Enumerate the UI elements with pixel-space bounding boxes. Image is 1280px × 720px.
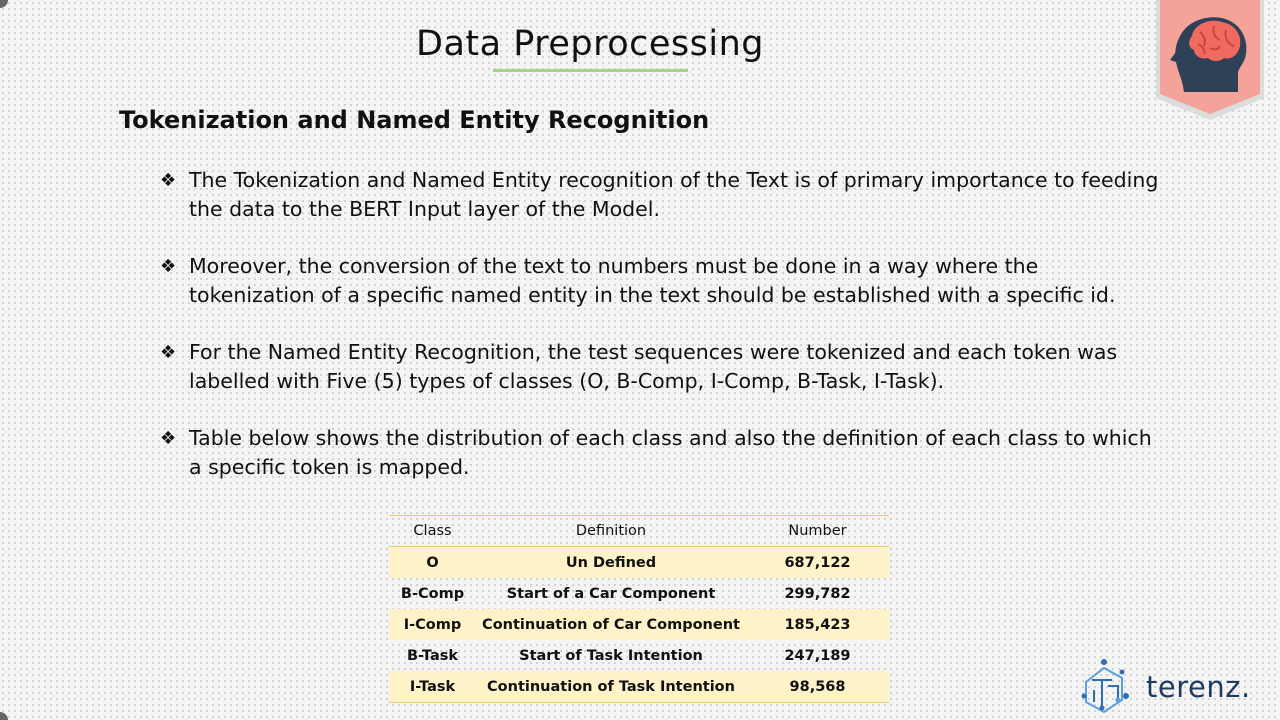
diamond-bullet-icon: ❖ [160, 428, 177, 449]
table-row [389, 640, 889, 671]
bullet-item [160, 338, 1170, 396]
cell-definition: Continuation of Task Intention [476, 671, 746, 703]
bullet-list [160, 166, 1170, 510]
table-row [389, 671, 889, 703]
cell-class: B-Task [406, 647, 459, 664]
table-row [389, 578, 889, 609]
cell-number: 299,782 [784, 585, 851, 602]
cell-definition: Start of a Car Component [506, 585, 716, 602]
cell-class: I-Comp [389, 609, 476, 640]
header-class: Class [389, 516, 476, 547]
cell-number: 98,568 [746, 671, 889, 703]
cell-definition: Start of Task Intention [519, 647, 703, 664]
cell-number: 247,189 [784, 647, 851, 664]
class-distribution-table [389, 515, 889, 703]
section-subtitle: Tokenization and Named Entity Recognition [119, 106, 710, 134]
table-row [389, 609, 889, 640]
diamond-bullet-icon: ❖ [160, 342, 177, 363]
bullet-text: Moreover, the conversion of the text to numbers must be done in a way where the tokenization of a specific named entity in the text should be established with a specific id. [189, 254, 1116, 307]
table-row [389, 547, 889, 579]
diamond-bullet-icon: ❖ [160, 170, 177, 191]
diamond-bullet-icon: ❖ [160, 256, 177, 277]
cell-class: B-Comp [400, 585, 465, 602]
cell-definition: Un Defined [476, 547, 746, 579]
header-number: Number [746, 516, 889, 547]
cell-number: 687,122 [746, 547, 889, 579]
bullet-text: The Tokenization and Named Entity recognition of the Text is of primary importance to feeding the data to the BERT Input layer of the Model. [189, 168, 1159, 221]
bullet-text: Table below shows the distribution of each class and also the definition of each class to which a specific token is mapped. [189, 426, 1152, 479]
corner-marker-bottom-left [0, 712, 8, 720]
bullet-item [160, 424, 1170, 482]
bullet-item [160, 252, 1170, 310]
brain-head-icon [1154, 0, 1266, 122]
header-definition: Definition [476, 516, 746, 547]
title-underline [493, 69, 688, 72]
cell-definition: Continuation of Car Component [476, 609, 746, 640]
table-header-row [389, 516, 889, 547]
cell-class: O [389, 547, 476, 579]
brand-name: terenz. [1146, 670, 1251, 704]
cell-number: 185,423 [746, 609, 889, 640]
cell-class: I-Task [389, 671, 476, 703]
corner-marker-top-left [0, 0, 8, 8]
page-title: Data Preprocessing [416, 24, 764, 64]
bullet-text: For the Named Entity Recognition, the test sequences were tokenized and each token was labelled with Five (5) types of classes (O, B-Comp, I-Comp, B-Task, I-Task). [189, 340, 1118, 393]
bullet-item [160, 166, 1170, 224]
